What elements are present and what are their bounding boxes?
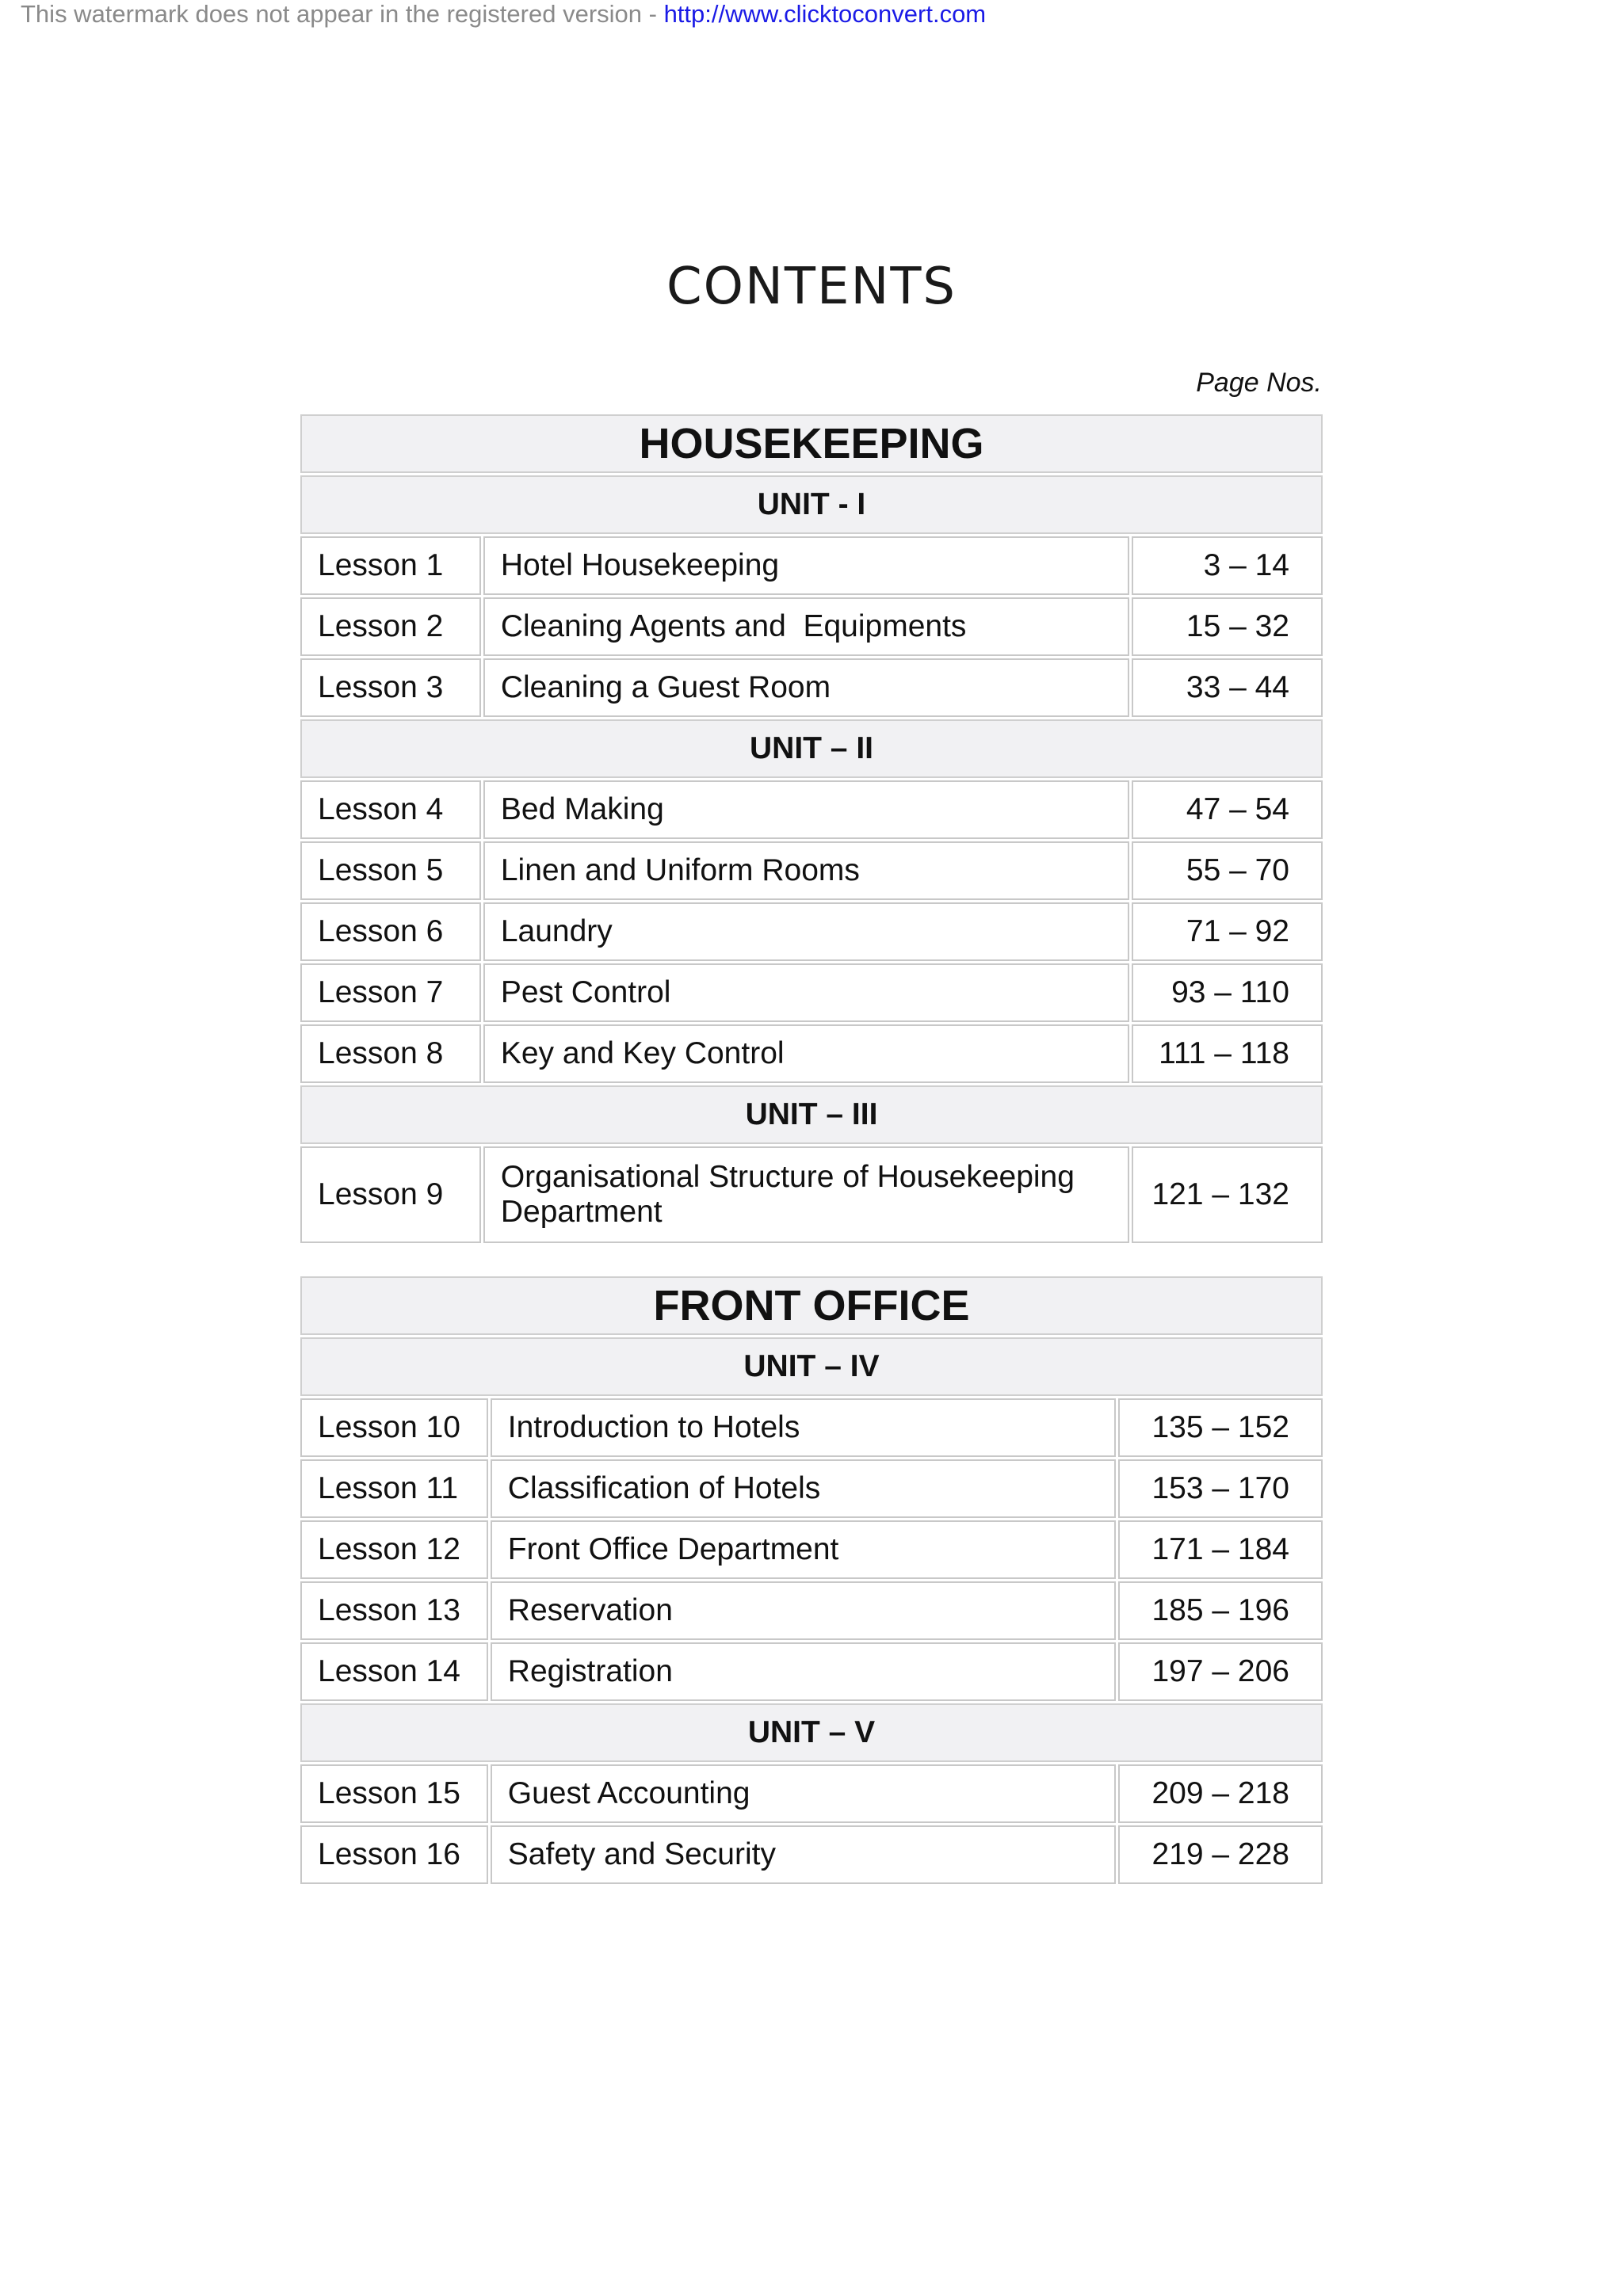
lesson-pages: 209 – 218	[1118, 1764, 1323, 1823]
watermark-notice	[21, 0, 986, 29]
lesson-pages: 111 – 118	[1132, 1024, 1323, 1083]
lesson-title: Key and Key Control	[483, 1024, 1130, 1083]
lesson-number: Lesson 7	[300, 963, 481, 1022]
lesson-row	[300, 536, 1323, 595]
lesson-row	[300, 1520, 1323, 1579]
unit-label: UNIT – III	[300, 1085, 1323, 1144]
lesson-row	[300, 1825, 1323, 1884]
lesson-pages: 3 – 14	[1132, 536, 1323, 595]
lesson-pages: 93 – 110	[1132, 963, 1323, 1022]
lesson-pages: 71 – 92	[1132, 902, 1323, 961]
lesson-title: Reservation	[491, 1581, 1116, 1640]
lesson-title: Bed Making	[483, 780, 1130, 839]
unit-label: UNIT – V	[300, 1703, 1323, 1762]
lesson-row	[300, 963, 1323, 1022]
lesson-row	[300, 1642, 1323, 1701]
lesson-pages: 185 – 196	[1118, 1581, 1323, 1640]
lesson-title: Safety and Security	[491, 1825, 1116, 1884]
watermark-link[interactable]: http://www.clicktoconvert.com	[663, 0, 987, 28]
unit-label: UNIT – IV	[300, 1337, 1323, 1396]
housekeeping-table	[298, 412, 1325, 1245]
lesson-pages: 197 – 206	[1118, 1642, 1323, 1701]
watermark-text: This watermark does not appear in the registered version -	[21, 0, 664, 28]
lesson-number: Lesson 1	[300, 536, 481, 595]
lesson-number: Lesson 12	[300, 1520, 488, 1579]
unit-label: UNIT - I	[300, 475, 1323, 534]
lesson-number: Lesson 16	[300, 1825, 488, 1884]
unit-row	[300, 1085, 1323, 1144]
lesson-row	[300, 1398, 1323, 1457]
lesson-row	[300, 1764, 1323, 1823]
unit-row	[300, 1703, 1323, 1762]
lesson-number: Lesson 13	[300, 1581, 488, 1640]
section-header-row	[300, 1276, 1323, 1335]
unit-row	[300, 475, 1323, 534]
lesson-number: Lesson 4	[300, 780, 481, 839]
unit-row	[300, 1337, 1323, 1396]
section-header-row	[300, 414, 1323, 473]
lesson-number: Lesson 10	[300, 1398, 488, 1457]
lesson-title: Laundry	[483, 902, 1130, 961]
lesson-title: Pest Control	[483, 963, 1130, 1022]
lesson-number: Lesson 5	[300, 841, 481, 900]
lesson-title: Cleaning Agents and Equipments	[483, 597, 1130, 656]
lesson-pages: 171 – 184	[1118, 1520, 1323, 1579]
lesson-number: Lesson 11	[300, 1459, 488, 1518]
lesson-title: Registration	[491, 1642, 1116, 1701]
lesson-pages: 135 – 152	[1118, 1398, 1323, 1457]
lesson-pages: 121 – 132	[1132, 1146, 1323, 1243]
lesson-row	[300, 658, 1323, 717]
lesson-number: Lesson 15	[300, 1764, 488, 1823]
lesson-number: Lesson 14	[300, 1642, 488, 1701]
lesson-row	[300, 902, 1323, 961]
lesson-row	[300, 1581, 1323, 1640]
unit-row	[300, 719, 1323, 778]
lesson-title: Introduction to Hotels	[491, 1398, 1116, 1457]
lesson-number: Lesson 3	[300, 658, 481, 717]
lesson-row	[300, 841, 1323, 900]
lesson-row	[300, 780, 1323, 839]
lesson-title: Classification of Hotels	[491, 1459, 1116, 1518]
lesson-title: Organisational Structure of Housekeeping Department	[483, 1146, 1130, 1243]
front-office-table	[298, 1274, 1325, 1886]
page-nos-label: Page Nos.	[1196, 368, 1322, 398]
lesson-pages: 55 – 70	[1132, 841, 1323, 900]
lesson-title: Linen and Uniform Rooms	[483, 841, 1130, 900]
lesson-title: Cleaning a Guest Room	[483, 658, 1130, 717]
lesson-title: Guest Accounting	[491, 1764, 1116, 1823]
lesson-number: Lesson 2	[300, 597, 481, 656]
lesson-row	[300, 1459, 1323, 1518]
section-heading: FRONT OFFICE	[300, 1276, 1323, 1335]
lesson-pages: 15 – 32	[1132, 597, 1323, 656]
lesson-row	[300, 597, 1323, 656]
lesson-title: Hotel Housekeeping	[483, 536, 1130, 595]
lesson-pages: 153 – 170	[1118, 1459, 1323, 1518]
lesson-pages: 47 – 54	[1132, 780, 1323, 839]
section-heading: HOUSEKEEPING	[300, 414, 1323, 473]
lesson-row	[300, 1146, 1323, 1243]
page-title: CONTENTS	[666, 257, 957, 316]
lesson-number: Lesson 9	[300, 1146, 481, 1243]
lesson-row	[300, 1024, 1323, 1083]
lesson-pages: 33 – 44	[1132, 658, 1323, 717]
lesson-title: Front Office Department	[491, 1520, 1116, 1579]
unit-label: UNIT – II	[300, 719, 1323, 778]
lesson-number: Lesson 6	[300, 902, 481, 961]
lesson-pages: 219 – 228	[1118, 1825, 1323, 1884]
lesson-number: Lesson 8	[300, 1024, 481, 1083]
